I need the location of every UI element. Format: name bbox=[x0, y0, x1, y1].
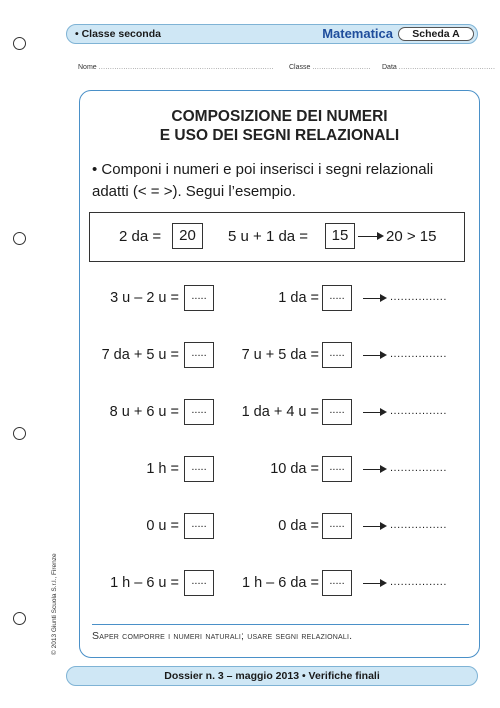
left-expression: 1 h – 6 u = bbox=[110, 575, 179, 591]
goal-divider bbox=[92, 624, 469, 625]
subject-title: Matematica bbox=[322, 26, 393, 41]
exercise-row bbox=[80, 285, 479, 313]
comparison-answer-line[interactable]: ................ bbox=[390, 291, 447, 303]
arrow-icon bbox=[358, 232, 384, 241]
left-expression: 3 u – 2 u = bbox=[110, 290, 179, 306]
class-label: Classe bbox=[289, 64, 311, 71]
right-answer-box[interactable]: ..... bbox=[322, 456, 352, 482]
exercise-row bbox=[80, 570, 479, 598]
left-expression: 0 u = bbox=[146, 518, 179, 534]
right-answer-box[interactable]: ..... bbox=[322, 342, 352, 368]
right-answer-box[interactable]: ..... bbox=[322, 513, 352, 539]
left-answer-box[interactable]: ..... bbox=[184, 456, 214, 482]
example-left-expression: 2 da = bbox=[119, 228, 162, 245]
example-box bbox=[89, 212, 465, 262]
binder-hole-2 bbox=[13, 232, 26, 245]
right-expression: 0 da = bbox=[278, 518, 319, 534]
learning-goal: Saper comporre i numeri naturali; usare segni relazionali. bbox=[92, 630, 353, 642]
arrow-icon bbox=[363, 579, 387, 588]
copyright-notice: © 2013 Giunti Scuola S.r.l., Firenze bbox=[51, 553, 58, 655]
arrow-icon bbox=[363, 351, 387, 360]
right-answer-box[interactable]: ..... bbox=[322, 570, 352, 596]
arrow-icon bbox=[363, 408, 387, 417]
arrow-icon bbox=[363, 522, 387, 531]
right-expression: 1 h – 6 da = bbox=[242, 575, 319, 591]
example-left-answer-box: 20 bbox=[172, 223, 203, 249]
name-field[interactable]: .............................................................................. bbox=[98, 64, 274, 71]
exercise-title-line1: COMPOSIZIONE DEI NUMERI bbox=[171, 108, 388, 125]
comparison-answer-line[interactable]: ................ bbox=[390, 576, 447, 588]
example-right-answer-box: 15 bbox=[325, 223, 355, 249]
left-answer-box[interactable]: ..... bbox=[184, 399, 214, 425]
right-expression: 1 da = bbox=[278, 290, 319, 306]
exercise-row bbox=[80, 456, 479, 484]
arrow-icon bbox=[363, 465, 387, 474]
name-label: Nome bbox=[78, 64, 97, 71]
example-right-expression: 5 u + 1 da = bbox=[228, 228, 309, 245]
date-field[interactable]: ........................................... bbox=[398, 64, 496, 71]
right-answer-box[interactable]: ..... bbox=[322, 285, 352, 311]
right-expression: 1 da + 4 u = bbox=[241, 404, 319, 420]
comparison-answer-line[interactable]: ................ bbox=[390, 348, 447, 360]
exercise-row bbox=[80, 513, 479, 541]
name-field-row bbox=[78, 64, 274, 71]
comparison-answer-line[interactable]: ................ bbox=[390, 519, 447, 531]
left-answer-box[interactable]: ..... bbox=[184, 285, 214, 311]
binder-hole-4 bbox=[13, 612, 26, 625]
class-level-label: • Classe seconda bbox=[75, 28, 161, 40]
arrow-icon bbox=[363, 294, 387, 303]
comparison-answer-line[interactable]: ................ bbox=[390, 462, 447, 474]
binder-hole-3 bbox=[13, 427, 26, 440]
left-expression: 8 u + 6 u = bbox=[109, 404, 179, 420]
left-answer-box[interactable]: ..... bbox=[184, 570, 214, 596]
date-field-row bbox=[382, 64, 495, 71]
binder-hole-1 bbox=[13, 37, 26, 50]
comparison-answer-line[interactable]: ................ bbox=[390, 405, 447, 417]
instruction-text: • Componi i numeri e poi inserisci i segni relazionali adatti (< = >). Segui l’esempio. bbox=[92, 161, 434, 200]
left-answer-box[interactable]: ..... bbox=[184, 513, 214, 539]
header-bar bbox=[66, 24, 478, 44]
footer-bar: Dossier n. 3 – maggio 2013 • Verifiche finali bbox=[66, 666, 478, 686]
exercise-row bbox=[80, 342, 479, 370]
exercise-card bbox=[79, 90, 480, 658]
date-label: Data bbox=[382, 64, 397, 71]
left-answer-box[interactable]: ..... bbox=[184, 342, 214, 368]
class-field[interactable]: .......................... bbox=[312, 64, 371, 71]
example-result: 20 > 15 bbox=[386, 228, 437, 245]
right-answer-box[interactable]: ..... bbox=[322, 399, 352, 425]
right-expression: 7 u + 5 da = bbox=[241, 347, 319, 363]
left-expression: 7 da + 5 u = bbox=[101, 347, 179, 363]
class-field-row bbox=[289, 64, 371, 71]
exercise-row bbox=[80, 399, 479, 427]
right-expression: 10 da = bbox=[270, 461, 319, 477]
exercise-title-line2: E USO DEI SEGNI RELAZIONALI bbox=[159, 127, 400, 144]
left-expression: 1 h = bbox=[146, 461, 179, 477]
sheet-badge: Scheda A bbox=[398, 27, 474, 41]
